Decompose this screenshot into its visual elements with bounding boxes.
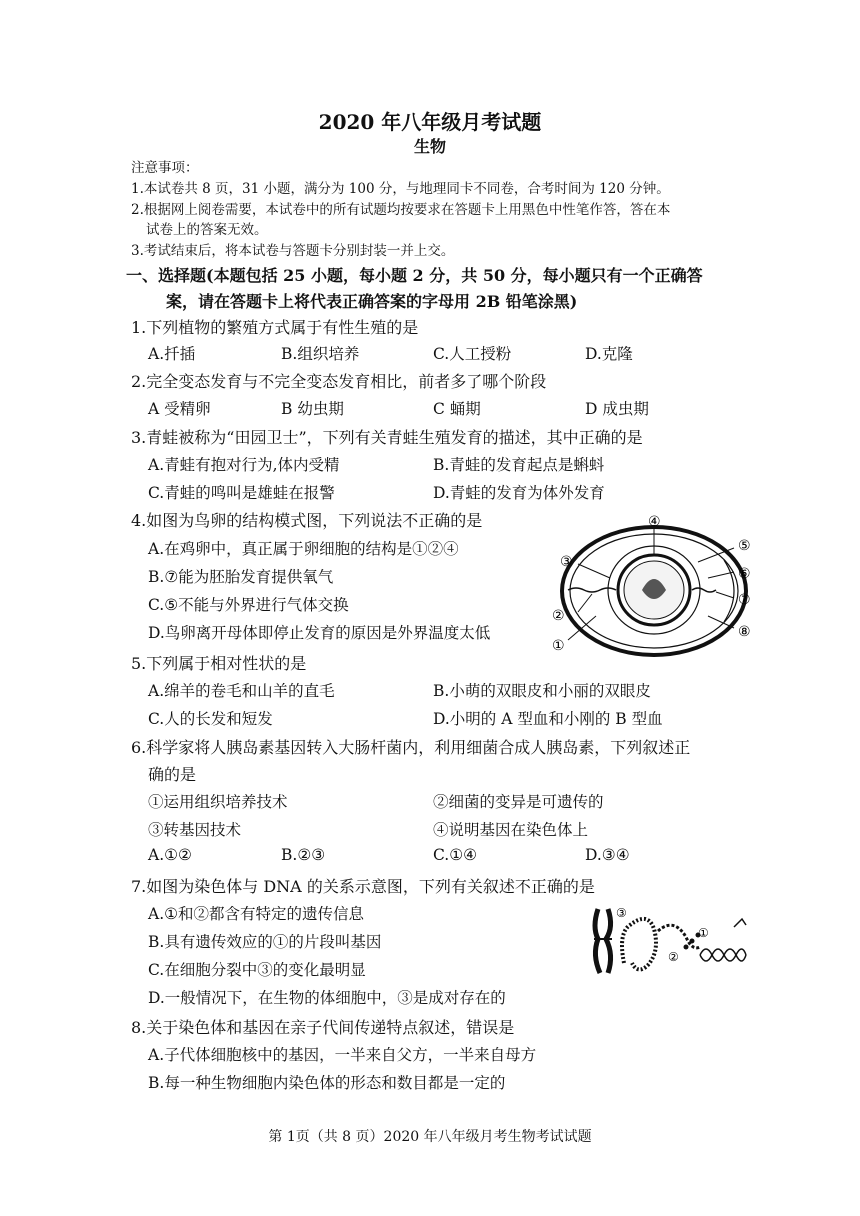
egg-label: ⑧ [738,624,751,640]
option: C 蛹期 [433,400,481,418]
leader-line [708,616,734,628]
statement: ①运用组织培养技术 [148,793,288,811]
question-stem: 2.完全变态发育与不完全变态发育相比，前者多了哪个阶段 [131,372,547,391]
option: B 幼虫期 [281,400,344,418]
egg-label: ⑥ [738,566,751,582]
nucleosome [684,945,689,950]
question-stem: 4.如图为鸟卵的结构模式图，下列说法不正确的是 [131,511,483,530]
option: A.绵羊的卷毛和山羊的直毛 [148,682,335,700]
page-footer: 第 1页（共 8 页）2020 年八年级月考生物考试试题 [268,1129,592,1145]
option: A.①② [148,846,192,864]
option: C.①④ [433,846,478,864]
bird-egg-diagram [548,508,768,658]
option: D.克隆 [585,345,633,363]
option: A.子代体细胞核中的基因，一半来自父方，一半来自母方 [148,1046,537,1064]
egg-label: ① [552,638,565,654]
chromosome [595,909,600,973]
option: B.⑦能为胚胎发育提供氧气 [148,568,334,586]
chromosome-dna-diagram [588,903,750,977]
option: B.青蛙的发育起点是蝌蚪 [433,456,605,474]
question-stem: 8.关于染色体和基因在亲子代间传递特点叙述，错误是 [131,1018,515,1037]
page-subtitle: 生物 [413,137,446,156]
chromosome-label: ② [668,950,679,964]
egg-label: ④ [648,514,661,530]
egg-label: ② [552,608,565,624]
statement: ④说明基因在染色体上 [433,821,589,839]
option: C.⑤不能与外界进行气体交换 [148,596,349,614]
option: D.③④ [585,846,630,864]
option: D.鸟卵离开母体即停止发育的原因是外界温度太低 [148,624,491,642]
question-stem: 7.如图为染色体与 DNA 的关系示意图，下列有关叙述不正确的是 [131,877,595,896]
chalaza-right [692,588,716,592]
leader-line [578,594,592,612]
option: B.②③ [281,846,326,864]
egg-label: ⑦ [738,592,751,608]
page-title: 2020 年八年级月考试题 [318,110,542,134]
option: D.小明的 A 型血和小刚的 B 型血 [433,710,663,728]
chromosome-label: ① [698,926,709,940]
option: B.每一种生物细胞内染色体的形态和数目都是一定的 [148,1074,506,1092]
leader-line [716,592,734,598]
option: D.一般情况下，在生物的体细胞中，③是成对存在的 [148,989,506,1007]
statement: ②细菌的变异是可遗传的 [433,793,604,811]
notice-item: 1.本试卷共 8 页，31 小题，满分为 100 分，与地理同卡不同卷，合考时间为 120 分钟。 [131,181,670,197]
air-cell [724,560,734,622]
nucleosome [690,939,695,944]
option: A.①和②都含有特定的遗传信息 [148,905,365,923]
option: D.青蛙的发育为体外发育 [433,484,605,502]
option: C.人的长发和短发 [148,710,273,728]
dna-end [734,919,746,927]
option: C.青蛙的鸣叫是雄蛙在报警 [148,484,335,502]
option: D 成虫期 [585,400,649,418]
chalaza-left [568,588,616,592]
question-stem: 3.青蛙被称为“田园卫士”，下列有关青蛙生殖发育的描述，其中正确的是 [131,428,643,447]
section-heading-cont: 案，请在答题卡上将代表正确答案的字母用 2B 铅笔涂黑) [166,292,578,311]
option: A.扦插 [148,345,196,363]
chromosome-label: ③ [616,906,627,920]
option: A.青蛙有抱对行为,体内受精 [148,456,340,474]
leader-line [708,572,734,578]
option: B.具有遗传效应的①的片段叫基因 [148,933,382,951]
question-stem: 5.下列属于相对性状的是 [131,654,307,673]
leader-line [578,564,610,578]
statement: ③转基因技术 [148,821,242,839]
egg-label: ③ [560,554,573,570]
option: C.人工授粉 [433,345,512,363]
option: A 受精卵 [148,400,211,418]
notice-item: 2.根据网上阅卷需要，本试卷中的所有试题均按要求在答题卡上用黑色中性笔作答，答在本 [131,202,671,218]
question-stem: 6.科学家将人胰岛素基因转入大肠杆菌内，利用细菌合成人胰岛素，下列叙述正 [131,738,691,757]
option: C.在细胞分裂中③的变化最明显 [148,961,366,979]
notice-heading: 注意事项： [131,160,199,176]
chromatin-coil [622,919,656,970]
chromosome [606,909,611,973]
notice-item: 3.考试结束后，将本试卷与答题卡分别封装一并上交。 [131,243,455,259]
section-heading: 一、选择题(本题包括 25 小题，每小题 2 分，共 50 分，每小题只有一个正确答 [126,266,703,285]
question-stem-cont: 确的是 [148,765,197,784]
option: B.小萌的双眼皮和小丽的双眼皮 [433,682,651,700]
egg-label: ⑤ [738,538,751,554]
question-stem: 1.下列植物的繁殖方式属于有性生殖的是 [131,318,419,337]
option: B.组织培养 [281,345,360,363]
nucleosome-fiber [658,925,700,948]
option: A.在鸡卵中，真正属于卵细胞的结构是①②④ [148,540,459,558]
notice-item: 试卷上的答案无效。 [146,222,268,238]
